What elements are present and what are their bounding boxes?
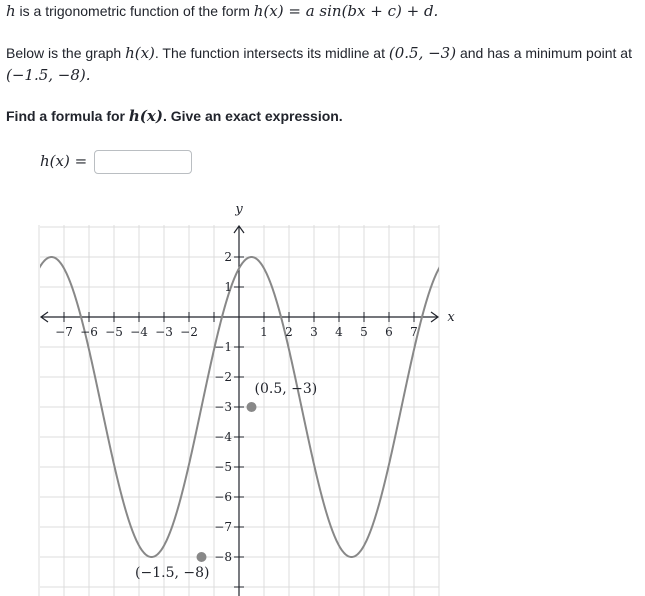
intro-body: is a trigonometric function of the form bbox=[15, 3, 254, 19]
midline-point-label: (0.5, −3) bbox=[254, 381, 318, 397]
function-name: h bbox=[6, 2, 16, 20]
x-tick-label: 4 bbox=[335, 325, 343, 339]
task-prompt bbox=[6, 107, 343, 125]
x-tick-label: −3 bbox=[155, 325, 173, 339]
answer-label: h(x) = bbox=[40, 152, 88, 170]
x-tick-label: −2 bbox=[180, 325, 198, 339]
y-tick-label: −8 bbox=[214, 550, 232, 564]
x-tick-label: 2 bbox=[285, 325, 293, 339]
x-tick-label: 6 bbox=[385, 325, 393, 339]
y-tick-label: 2 bbox=[224, 250, 232, 264]
description-part-3: and has a minimum point at bbox=[456, 45, 632, 61]
axes bbox=[41, 226, 438, 596]
y-tick-label: −6 bbox=[214, 490, 232, 504]
minimum-point bbox=[197, 552, 207, 562]
task-part-2: . Give an exact expression. bbox=[162, 108, 343, 124]
y-tick-label: −3 bbox=[214, 400, 232, 414]
y-axis-label: y bbox=[235, 202, 243, 217]
answer-input[interactable] bbox=[94, 150, 192, 174]
x-tick-label: 5 bbox=[360, 325, 368, 339]
task-part-1: Find a formula for bbox=[6, 108, 129, 124]
x-tick-label: −4 bbox=[130, 325, 148, 339]
midline-point-text: (0.5, −3) bbox=[388, 44, 457, 62]
description-part-1: Below is the graph bbox=[6, 45, 126, 61]
x-tick-label: 3 bbox=[310, 325, 318, 339]
minimum-point-label: (−1.5, −8) bbox=[135, 565, 210, 581]
y-tick-label: 1 bbox=[224, 280, 232, 294]
y-tick-label: −7 bbox=[214, 520, 232, 534]
midline-point bbox=[247, 402, 257, 412]
description-part-2: . The function intersects its midline at bbox=[154, 45, 389, 61]
x-axis-label: x bbox=[447, 310, 455, 325]
function-graph bbox=[0, 196, 645, 596]
y-tick-label: −2 bbox=[214, 370, 232, 384]
intro-text bbox=[6, 2, 438, 20]
x-tick-label: −6 bbox=[80, 325, 98, 339]
task-function: h(x) bbox=[128, 107, 163, 125]
x-tick-label: −7 bbox=[55, 325, 73, 339]
description-line-2 bbox=[6, 66, 91, 84]
x-tick-label: 7 bbox=[410, 325, 418, 339]
x-tick-label: −5 bbox=[105, 325, 123, 339]
y-tick-label: −1 bbox=[214, 340, 232, 354]
description-function: h(x) bbox=[125, 44, 155, 62]
function-form: h(x) = a sin(bx + c) + d. bbox=[253, 2, 439, 20]
y-tick-label: −5 bbox=[214, 460, 232, 474]
y-tick-label: −4 bbox=[214, 430, 232, 444]
description-line-1 bbox=[6, 44, 632, 62]
minimum-point-text: (−1.5, −8). bbox=[6, 66, 91, 84]
x-tick-label: 1 bbox=[260, 325, 268, 339]
points-layer bbox=[197, 402, 257, 562]
